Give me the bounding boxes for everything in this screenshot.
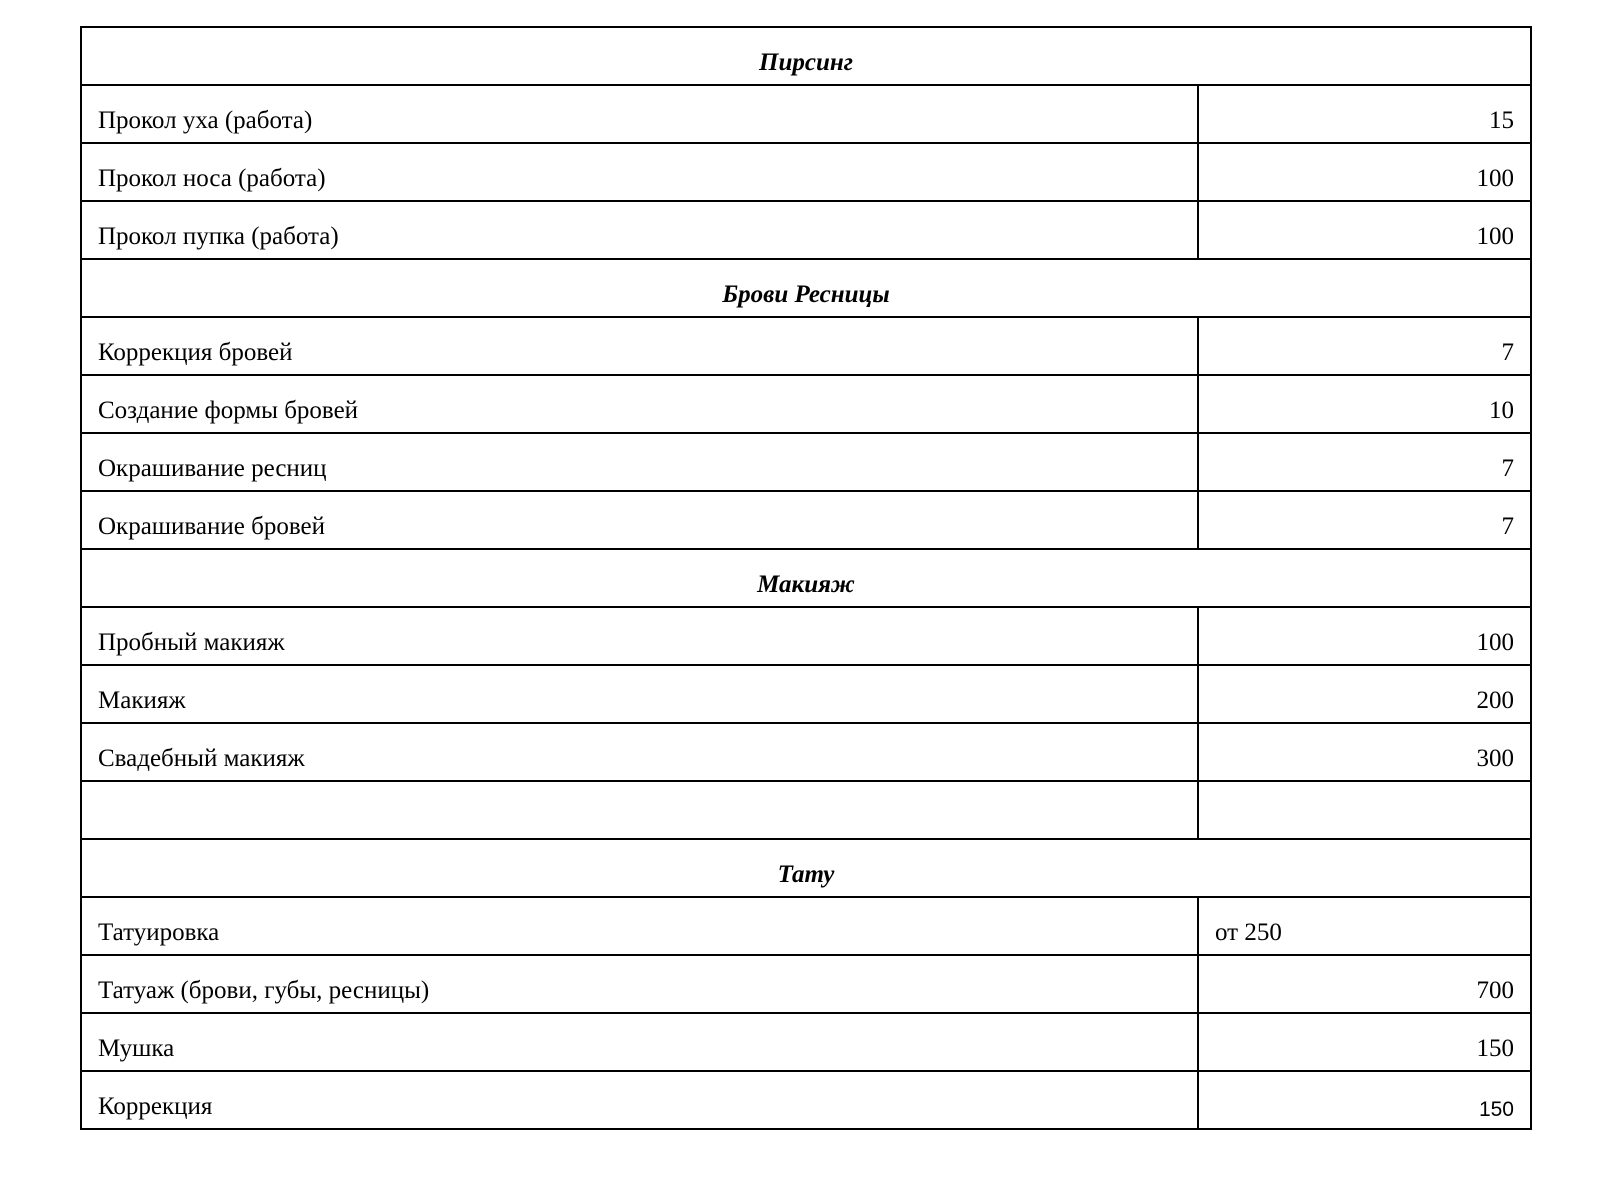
service-price: 7 <box>1198 433 1531 491</box>
service-price: 200 <box>1198 665 1531 723</box>
table-row <box>81 723 1531 781</box>
service-price <box>1198 781 1531 839</box>
service-name: Пробный макияж <box>81 607 1198 665</box>
service-name: Прокол носа (работа) <box>81 143 1198 201</box>
table-row <box>81 375 1531 433</box>
table-row <box>81 433 1531 491</box>
table-row-empty <box>81 781 1531 839</box>
table-row <box>81 317 1531 375</box>
service-name: Татуировка <box>81 897 1198 955</box>
section-title: Макияж <box>81 549 1531 607</box>
price-list-table <box>80 26 1532 1130</box>
service-name <box>81 781 1198 839</box>
section-header-tattoo <box>81 839 1531 897</box>
table-row <box>81 143 1531 201</box>
table-row <box>81 491 1531 549</box>
section-title: Пирсинг <box>81 27 1531 85</box>
service-price: от 250 <box>1198 897 1531 955</box>
table-row <box>81 1071 1531 1129</box>
section-title: Брови Ресницы <box>81 259 1531 317</box>
service-name: Коррекция <box>81 1071 1198 1129</box>
table-row <box>81 1013 1531 1071</box>
service-price: 10 <box>1198 375 1531 433</box>
service-price: 15 <box>1198 85 1531 143</box>
service-name: Татуаж (брови, губы, ресницы) <box>81 955 1198 1013</box>
service-name: Прокол пупка (работа) <box>81 201 1198 259</box>
table-row <box>81 201 1531 259</box>
table-row <box>81 897 1531 955</box>
service-name: Макияж <box>81 665 1198 723</box>
table-row <box>81 85 1531 143</box>
service-name: Коррекция бровей <box>81 317 1198 375</box>
service-name: Окрашивание ресниц <box>81 433 1198 491</box>
section-title: Тату <box>81 839 1531 897</box>
service-name: Свадебный макияж <box>81 723 1198 781</box>
section-header-piercing <box>81 27 1531 85</box>
service-name: Окрашивание бровей <box>81 491 1198 549</box>
service-name: Создание формы бровей <box>81 375 1198 433</box>
service-price: 300 <box>1198 723 1531 781</box>
table-row <box>81 665 1531 723</box>
table-row <box>81 955 1531 1013</box>
section-header-brows-lashes <box>81 259 1531 317</box>
service-price: 700 <box>1198 955 1531 1013</box>
service-price: 7 <box>1198 491 1531 549</box>
service-price: 100 <box>1198 201 1531 259</box>
table-row <box>81 607 1531 665</box>
service-name: Мушка <box>81 1013 1198 1071</box>
service-name: Прокол уха (работа) <box>81 85 1198 143</box>
service-price: 100 <box>1198 607 1531 665</box>
service-price: 150 <box>1198 1071 1531 1129</box>
service-price: 7 <box>1198 317 1531 375</box>
section-header-makeup <box>81 549 1531 607</box>
service-price: 150 <box>1198 1013 1531 1071</box>
service-price: 100 <box>1198 143 1531 201</box>
